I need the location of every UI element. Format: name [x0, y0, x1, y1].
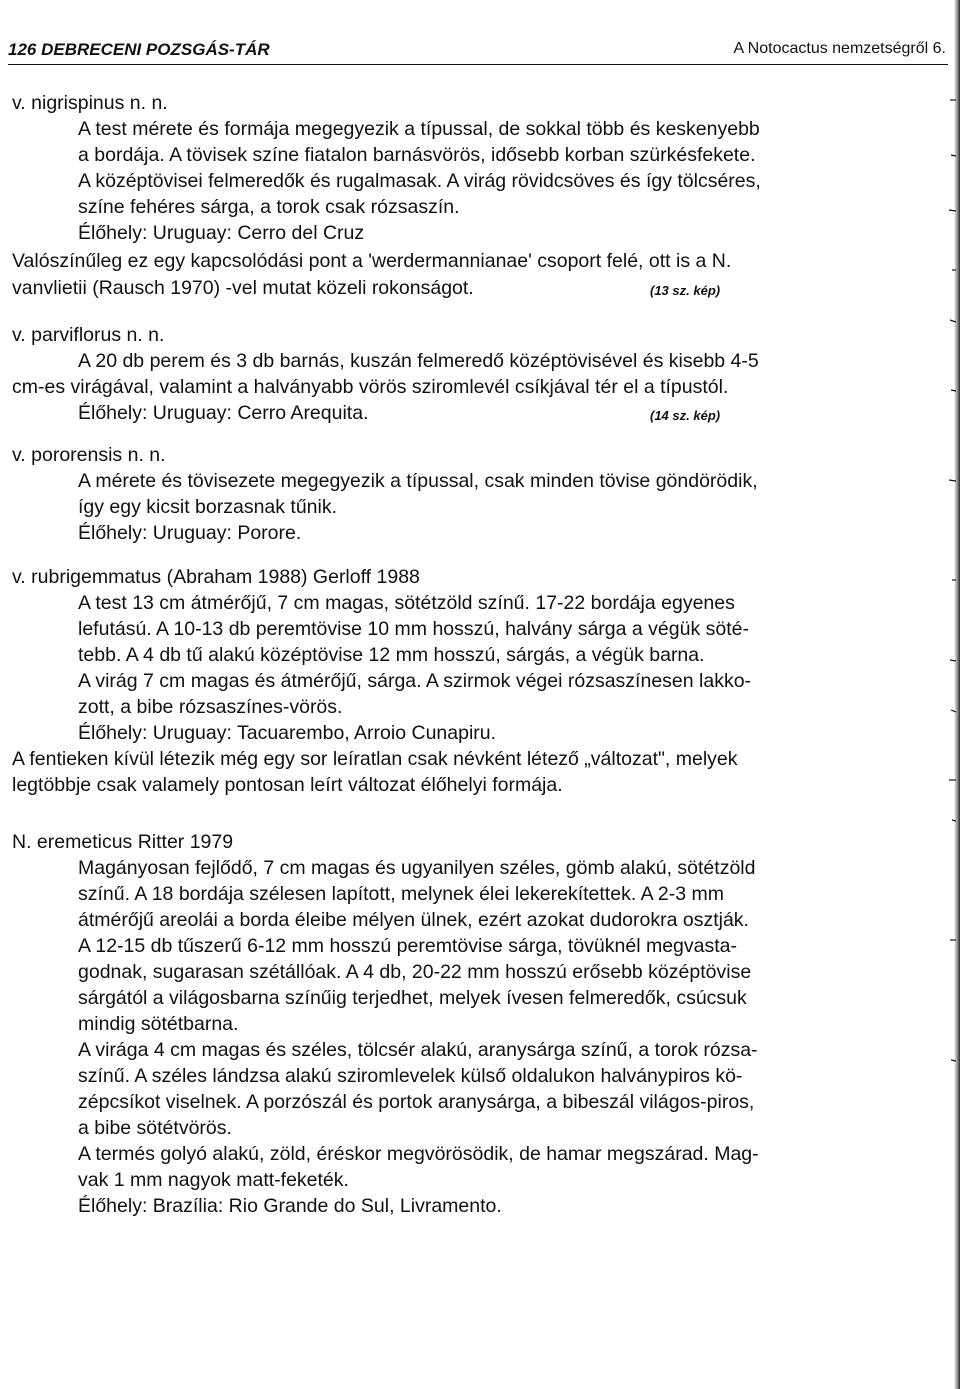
entry-text-line: átmérőjű areolái a borda éleibe mélyen ülnek, ezért azokat dudorokra osztják.: [78, 909, 749, 931]
entry-text-line: vak 1 mm nagyok matt-feketék.: [78, 1169, 349, 1191]
entry-text-line: A termés golyó alakú, zöld, éréskor megvörösödik, de hamar megszárad. Mag-: [78, 1143, 759, 1165]
entry-text-line: A fentieken kívül létezik még egy sor leíratlan csak névként létező „változat", melyek: [12, 748, 738, 770]
entry-text-line: legtöbbje csak valamely pontosan leírt változat élőhelyi formája.: [12, 774, 563, 796]
entry-text-line: A 20 db perem és 3 db barnás, kuszán felmeredő középtövisével és kisebb 4-5: [78, 350, 759, 372]
entry-text-line: így egy kicsit borzasnak tűnik.: [78, 496, 338, 518]
entry-text-line: A test mérete és formája megegyezik a típussal, de sokkal több és keskenyebb: [78, 118, 760, 140]
entry-text-line: tebb. A 4 db tű alakú középtövise 12 mm hosszú, sárgás, a végük barna.: [78, 644, 705, 666]
entry-heading: v. rubrigemmatus (Abraham 1988) Gerloff 1988: [12, 566, 420, 588]
entry-text-line: godnak, sugarasan szétállóak. A 4 db, 20-22 mm hosszú erősebb középtövise: [78, 961, 752, 983]
entry-text-line: vanvlietii (Rausch 1970) -vel mutat közeli rokonságot.: [12, 277, 474, 299]
entry-text-line: Magányosan fejlődő, 7 cm magas és ugyanilyen széles, gömb alakú, sötétzöld: [78, 857, 756, 879]
entry-text-line: lefutású. A 10-13 db peremtövise 10 mm hosszú, halvány sárga a végük söté-: [78, 618, 749, 640]
entry-text-line: zott, a bibe rózsaszínes-vörös.: [78, 696, 343, 718]
entry-habitat: Élőhely: Uruguay: Cerro Arequita.: [78, 402, 369, 424]
entry-habitat: Élőhely: Uruguay: Tacuarembo, Arroio Cunapiru.: [78, 722, 497, 744]
entry-heading: v. pororensis n. n.: [12, 444, 166, 466]
entry-text-line: cm-es virágával, valamint a halványabb vörös sziromlevél csíkjával tér el a típustól.: [12, 376, 729, 398]
scan-edge-noise: [948, 60, 956, 1340]
entry-habitat: Élőhely: Uruguay: Porore.: [78, 522, 302, 544]
entry-text-line: színű. A széles lándzsa alakú sziromlevelek külső oldalukon halványpiros kö-: [78, 1065, 743, 1087]
entry-text-line: a bibe sötétvörös.: [78, 1117, 232, 1139]
page-header: [8, 38, 948, 65]
entry-text-line: színe fehéres sárga, a torok csak rózsaszín.: [78, 196, 460, 218]
entry-text-line: A virága 4 cm magas és széles, tölcsér alakú, aranysárga színű, a torok rózsa-: [78, 1039, 758, 1061]
entry-text-line: A virág 7 cm magas és átmérőjű, sárga. A szirmok végei rózsaszínesen lakko-: [78, 670, 752, 692]
entry-text-line: A középtövisei felmeredők és rugalmasak. A virág rövidcsöves és így tölcséres,: [78, 170, 761, 192]
header-chapter-title: A Notocactus nemzetségről 6.: [733, 40, 946, 57]
entry-heading: N. eremeticus Ritter 1979: [12, 831, 234, 853]
entry-text-line: zépcsíkot viselnek. A porzószál és portok aranysárga, a bibeszál világos-piros,: [78, 1091, 755, 1113]
entry-habitat: Élőhely: Brazília: Rio Grande do Sul, Livramento.: [78, 1195, 502, 1217]
entry-heading: v. parviflorus n. n.: [12, 324, 165, 346]
entry-text-line: A 12-15 db tűszerű 6-12 mm hosszú peremtövise sárga, tövüknél megvasta-: [78, 935, 737, 957]
entry-heading: v. nigrispinus n. n.: [12, 92, 168, 114]
entry-text-line: a bordája. A tövisek színe fiatalon barnásvörös, idősebb korban szürkésfekete.: [78, 144, 756, 166]
entry-text-line: mindig sötétbarna.: [78, 1013, 239, 1035]
header-page-title: 126 DEBRECENI POZSGÁS-TÁR: [8, 40, 270, 59]
entry-habitat: Élőhely: Uruguay: Cerro del Cruz: [78, 222, 365, 244]
entry-text-line: Valószínűleg ez egy kapcsolódási pont a 'werdermannianae' csoport felé, ott is a N.: [12, 250, 732, 272]
photo-reference: (14 sz. kép): [650, 408, 721, 423]
entry-text-line: sárgától a világosbarna színűig terjedhet, melyek ívesen felmeredők, csúcsuk: [78, 987, 747, 1009]
entry-text-line: színű. A 18 bordája szélesen lapított, melynek élei lekerekítettek. A 2-3 mm: [78, 883, 725, 905]
photo-reference: (13 sz. kép): [650, 283, 721, 298]
entry-text-line: A test 13 cm átmérőjű, 7 cm magas, sötétzöld színű. 17-22 bordája egyenes: [78, 592, 735, 614]
entry-text-line: A mérete és tövisezete megegyezik a típussal, csak minden tövise göndörödik,: [78, 470, 758, 492]
